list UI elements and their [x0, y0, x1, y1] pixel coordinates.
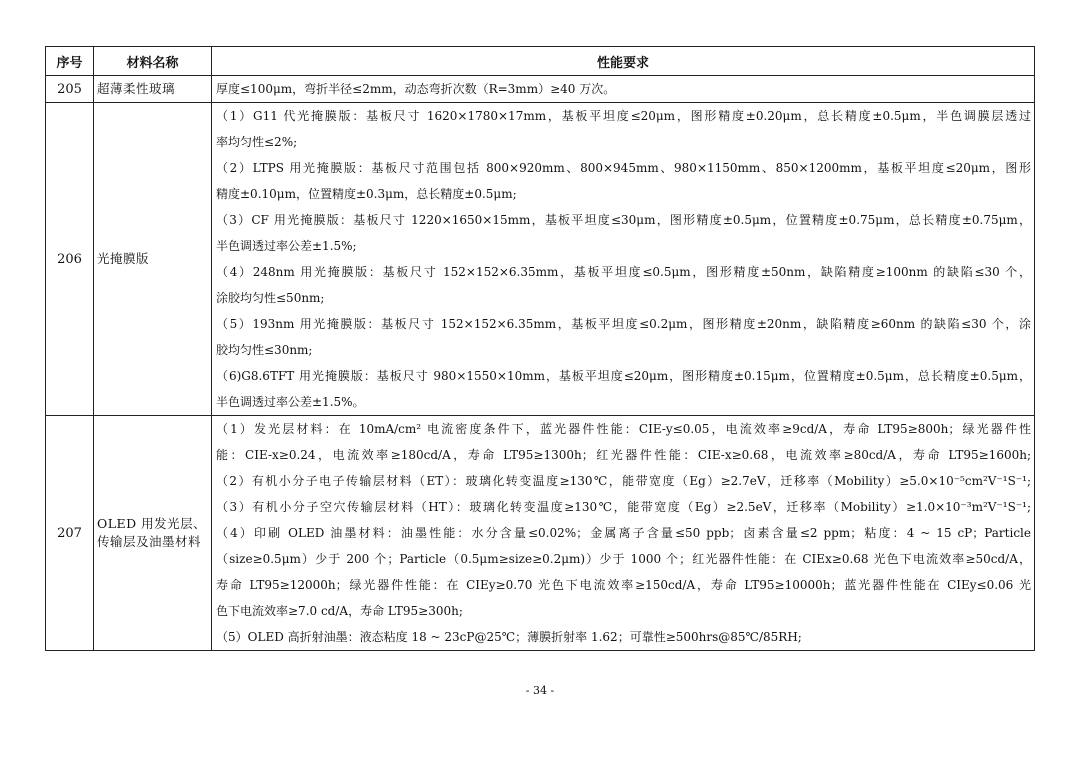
requirement-line: （3）CF 用光掩膜版：基板尺寸 1220×1650×15mm，基板平坦度≤30μm，图形精度±0.5μm，位置精度±0.75μm，总长精度±0.75μm， [216, 213, 1031, 227]
requirement-line: 胶均匀性≤30nm; [216, 343, 313, 357]
table-row [46, 103, 1035, 416]
requirement-line: （2）LTPS 用光掩膜版：基板尺寸范围包括 800×920mm、800×945mm、980×1150mm、850×1200mm，基板平坦度≤20μm，图形 [216, 161, 1031, 175]
requirements-cell [212, 416, 1035, 651]
requirement-line: 厚度≤100μm，弯折半径≤2mm，动态弯折次数（R=3mm）≥40 万次。 [216, 82, 616, 96]
requirement-line: （6)G8.6TFT 用光掩膜版：基板尺寸 980×1550×10mm，基板平坦度≤20μm，图形精度±0.15μm，位置精度±0.5μm，总长精度±0.5μm， [216, 369, 1031, 383]
row-number: 207 [46, 416, 94, 651]
requirement-line: 半色调透过率公差±1.5%; [216, 239, 357, 253]
requirement-line: 半色调透过率公差±1.5%。 [216, 395, 365, 409]
header-material-name: 材料名称 [94, 47, 212, 76]
material-name: 超薄柔性玻璃 [94, 76, 212, 103]
table-header-row [46, 47, 1035, 76]
requirement-line: （size≥0.5μm）少于 200 个；Particle（0.5μm≥size≥0.2μm)）少于 1000 个；红光器件性能：在 CIEx≥0.68 光色下电流效率≥50cd/A， [216, 552, 1031, 566]
material-name: OLED 用发光层、传输层及油墨材料 [94, 416, 212, 651]
requirement-line: 涂胶均匀性≤50nm; [216, 291, 325, 305]
requirements-cell [212, 76, 1035, 103]
requirements-cell [212, 103, 1035, 416]
requirement-line: （1）发光层材料：在 10mA/cm² 电流密度条件下，蓝光器件性能：CIE-y≤0.05，电流效率≥9cd/A，寿命 LT95≥800h；绿光器件性 [216, 422, 1031, 436]
requirement-line: 色下电流效率≥7.0 cd/A，寿命 LT95≥300h; [216, 604, 463, 618]
row-number: 206 [46, 103, 94, 416]
requirement-line: 率均匀性≤2%; [216, 135, 298, 149]
requirement-line: （3）有机小分子空穴传输层材料（HT）：玻璃化转变温度≥130℃，能带宽度（Eg）≥2.5eV，迁移率（Mobility）≥1.0×10⁻³m²V⁻¹S⁻¹; [216, 500, 1031, 514]
requirement-line: 精度±0.10μm，位置精度±0.3μm，总长精度±0.5μm; [216, 187, 517, 201]
header-no: 序号 [46, 47, 94, 76]
requirements-table [45, 46, 1035, 651]
requirement-line: （4）248nm 用光掩膜版：基板尺寸 152×152×6.35mm，基板平坦度≤0.5μm，图形精度±50nm，缺陷精度≥100nm 的缺陷≤30 个， [216, 265, 1031, 279]
requirement-line: （5）OLED 高折射油墨：液态粘度 18 ~ 23cP@25℃；薄膜折射率 1.62；可靠性≥500hrs@85℃/85RH; [216, 630, 802, 644]
requirement-line: 能：CIE-x≥0.24，电流效率≥180cd/A，寿命 LT95≥1300h；红光器件性能：CIE-x≥0.68，电流效率≥80cd/A，寿命 LT95≥1600h; [216, 448, 1031, 462]
requirement-line: （2）有机小分子电子传输层材料（ET）：玻璃化转变温度≥130℃，能带宽度（Eg）≥2.7eV，迁移率（Mobility）≥5.0×10⁻⁵cm²V⁻¹S⁻¹; [216, 474, 1031, 488]
material-name: 光掩膜版 [94, 103, 212, 416]
requirement-line: 寿命 LT95≥12000h；绿光器件性能：在 CIEy≥0.70 光色下电流效率≥150cd/A，寿命 LT95≥10000h；蓝光器件性能在 CIEy≤0.06 光 [216, 578, 1031, 592]
page-number: - 34 - [525, 684, 555, 697]
requirement-line: （4）印刷 OLED 油墨材料：油墨性能：水分含量≤0.02%；金属离子含量≤50 ppb；卤素含量≤2 ppm；粘度：4 ~ 15 cP；Particle [216, 526, 1031, 540]
header-requirements: 性能要求 [212, 47, 1035, 76]
requirement-line: （1）G11 代光掩膜版：基板尺寸 1620×1780×17mm，基板平坦度≤20μm，图形精度±0.20μm，总长精度±0.5μm，半色调膜层透过 [216, 109, 1031, 123]
row-number: 205 [46, 76, 94, 103]
table-row [46, 76, 1035, 103]
requirement-line: （5）193nm 用光掩膜版：基板尺寸 152×152×6.35mm，基板平坦度≤0.2μm，图形精度±20nm，缺陷精度≥60nm 的缺陷≤30 个，涂 [216, 317, 1031, 331]
table-row [46, 416, 1035, 651]
